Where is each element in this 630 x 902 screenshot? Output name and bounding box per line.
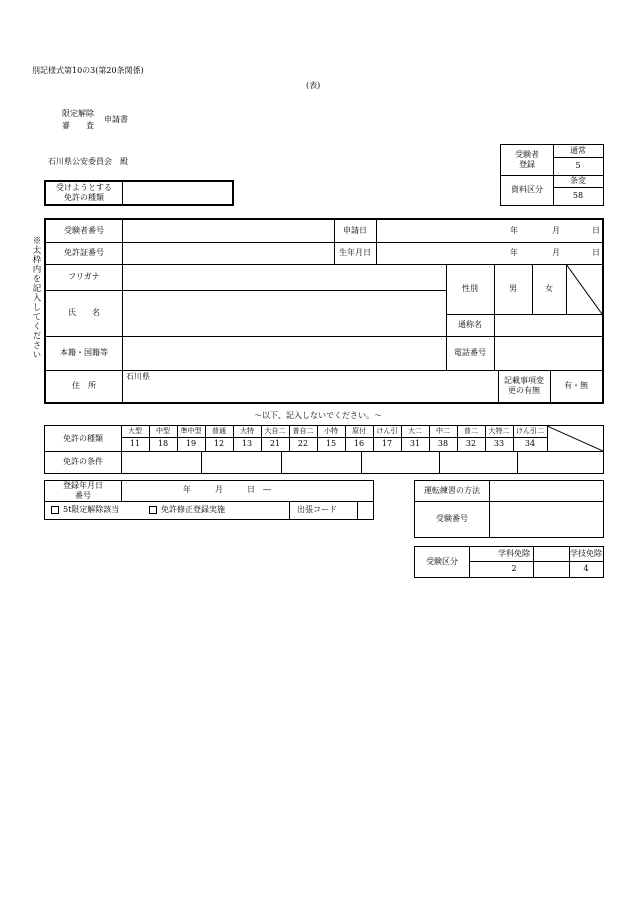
license-type-code[interactable]: 12	[213, 439, 225, 449]
practice-method-field[interactable]	[493, 483, 599, 499]
addressee: 石川県公安委員会 殿	[48, 157, 128, 166]
option-5t-limit[interactable]: 5t限定解除該当	[51, 506, 119, 515]
registration-label: 受験者 登録	[515, 150, 539, 169]
license-no-field[interactable]	[126, 245, 330, 261]
registration-date-field[interactable]: 年 月 日 ―	[183, 485, 271, 494]
skill-exempt-label: 学技免除	[570, 549, 602, 559]
normal-label: 通常	[570, 146, 586, 156]
material-label: 資料区分	[511, 185, 543, 195]
academic-exempt-code[interactable]: 2	[511, 564, 517, 574]
license-type-code[interactable]: 22	[297, 439, 309, 449]
license-wish-label: 受けようとする 免許の種類	[56, 183, 112, 202]
option-license-correction[interactable]: 免許修正登録実施	[149, 506, 225, 515]
license-type-name: 小特	[324, 427, 338, 436]
registration-box	[44, 480, 374, 520]
application-year[interactable]: 年	[510, 226, 518, 235]
main-form	[44, 218, 604, 404]
change-label: 条変	[570, 176, 586, 186]
furigana-label: フリガナ	[68, 272, 100, 282]
exam-category-label: 受験区分	[426, 557, 458, 567]
practice-method-label: 運転練習の方法	[424, 486, 480, 496]
gender-female-option[interactable]: 女	[545, 284, 553, 294]
front-mark: (表)	[306, 81, 321, 90]
birth-date-label: 生年月日	[339, 248, 371, 258]
license-type-name: 普二	[464, 427, 478, 436]
birth-month[interactable]: 月	[552, 248, 560, 257]
examinee-no-label: 受験者番号	[64, 226, 104, 236]
license-type-code[interactable]: 15	[325, 439, 337, 449]
license-types-diagonal	[547, 426, 603, 451]
license-type-code[interactable]: 13	[241, 439, 253, 449]
phone-label: 電話番号	[454, 348, 486, 358]
domicile-field[interactable]	[126, 340, 442, 366]
exam-no-field[interactable]	[493, 505, 599, 533]
title-line2: 審 査	[62, 121, 94, 130]
license-type-name: 中二	[436, 427, 450, 436]
birth-day[interactable]: 日	[592, 248, 600, 257]
application-month[interactable]: 月	[552, 226, 560, 235]
exam-category-box	[414, 546, 604, 578]
checkbox-license-correction[interactable]	[149, 506, 157, 514]
license-type-name: 大特二	[488, 427, 510, 436]
alias-label: 通称名	[458, 320, 482, 330]
side-note: ※太枠内を記入してください	[31, 236, 41, 360]
furigana-field[interactable]	[126, 268, 442, 286]
checkbox-5t-limit[interactable]	[51, 506, 59, 514]
title-line1: 限定解除	[62, 109, 94, 118]
form-number: 別記様式第10の3(第20条関係)	[32, 66, 144, 75]
license-type-name: けん引二	[516, 427, 544, 436]
license-condition-cell[interactable]	[203, 453, 279, 471]
skill-exempt-code[interactable]: 4	[583, 564, 589, 574]
name-field[interactable]	[126, 296, 442, 330]
license-types-label: 免許の種類	[63, 433, 103, 443]
license-type-name: 準中型	[180, 427, 202, 436]
license-type-name: 大自二	[264, 427, 286, 436]
license-type-code[interactable]: 34	[524, 439, 536, 449]
examinee-no-field[interactable]	[126, 223, 330, 239]
license-condition-cell[interactable]	[283, 453, 359, 471]
license-conditions-label: 免許の条件	[63, 457, 103, 467]
change-code: 58	[572, 191, 584, 201]
license-type-code[interactable]: 16	[353, 439, 365, 449]
license-type-code[interactable]: 38	[437, 439, 449, 449]
license-type-code[interactable]: 11	[129, 439, 141, 449]
license-condition-cell[interactable]	[441, 453, 515, 471]
license-type-name: 大型	[128, 427, 142, 436]
gender-male-option[interactable]: 男	[509, 284, 517, 294]
license-types-table	[44, 425, 604, 474]
license-type-code[interactable]: 17	[381, 439, 393, 449]
application-day[interactable]: 日	[592, 226, 600, 235]
registration-date-label: 登録年月日 番号	[63, 481, 103, 500]
license-type-name: 中型	[156, 427, 170, 436]
birth-year[interactable]: 年	[510, 248, 518, 257]
license-wish-field[interactable]	[124, 184, 230, 202]
license-type-name: 原付	[352, 427, 366, 436]
license-type-code[interactable]: 31	[409, 439, 421, 449]
examinee-registration-box	[500, 144, 604, 206]
license-type-code[interactable]: 32	[465, 439, 477, 449]
license-type-name: 大二	[408, 427, 422, 436]
gender-diagonal	[566, 264, 602, 314]
normal-code: 5	[575, 161, 581, 171]
license-type-name: 普通	[212, 427, 226, 436]
license-type-name: 大特	[240, 427, 254, 436]
license-condition-cell[interactable]	[519, 453, 601, 471]
license-type-code[interactable]: 19	[185, 439, 197, 449]
alias-field[interactable]	[498, 317, 598, 333]
license-type-code[interactable]: 33	[493, 439, 505, 449]
dispatch-code-field[interactable]	[359, 503, 371, 517]
record-change-label: 記載事項変 更の有無	[504, 376, 544, 395]
practice-box	[414, 480, 604, 538]
gender-label: 性別	[462, 284, 478, 294]
license-no-label: 免許証番号	[64, 248, 104, 258]
license-condition-cell[interactable]	[123, 453, 199, 471]
phone-field[interactable]	[498, 340, 598, 366]
license-type-name: 普自二	[292, 427, 314, 436]
license-condition-cell[interactable]	[363, 453, 437, 471]
license-type-code[interactable]: 18	[157, 439, 169, 449]
license-type-name: けん引	[376, 427, 398, 436]
address-field[interactable]	[126, 383, 494, 399]
dispatch-code-label: 出張コード	[297, 505, 337, 514]
record-change-option[interactable]: 有・無	[564, 381, 588, 391]
separator-text: 〜以下、記入しないでください。〜	[254, 411, 382, 420]
address-prefix: 石川県	[126, 372, 150, 381]
exam-no-label: 受験番号	[436, 514, 468, 524]
application-date-label: 申請日	[343, 226, 367, 236]
name-label: 氏 名	[68, 308, 100, 318]
license-wish-box	[44, 180, 234, 206]
domicile-label: 本籍・国籍等	[60, 348, 108, 358]
title-suffix: 申請書	[104, 115, 128, 124]
academic-exempt-label: 学科免除	[498, 549, 530, 559]
license-type-code[interactable]: 21	[269, 439, 281, 449]
address-label: 住 所	[72, 381, 96, 391]
